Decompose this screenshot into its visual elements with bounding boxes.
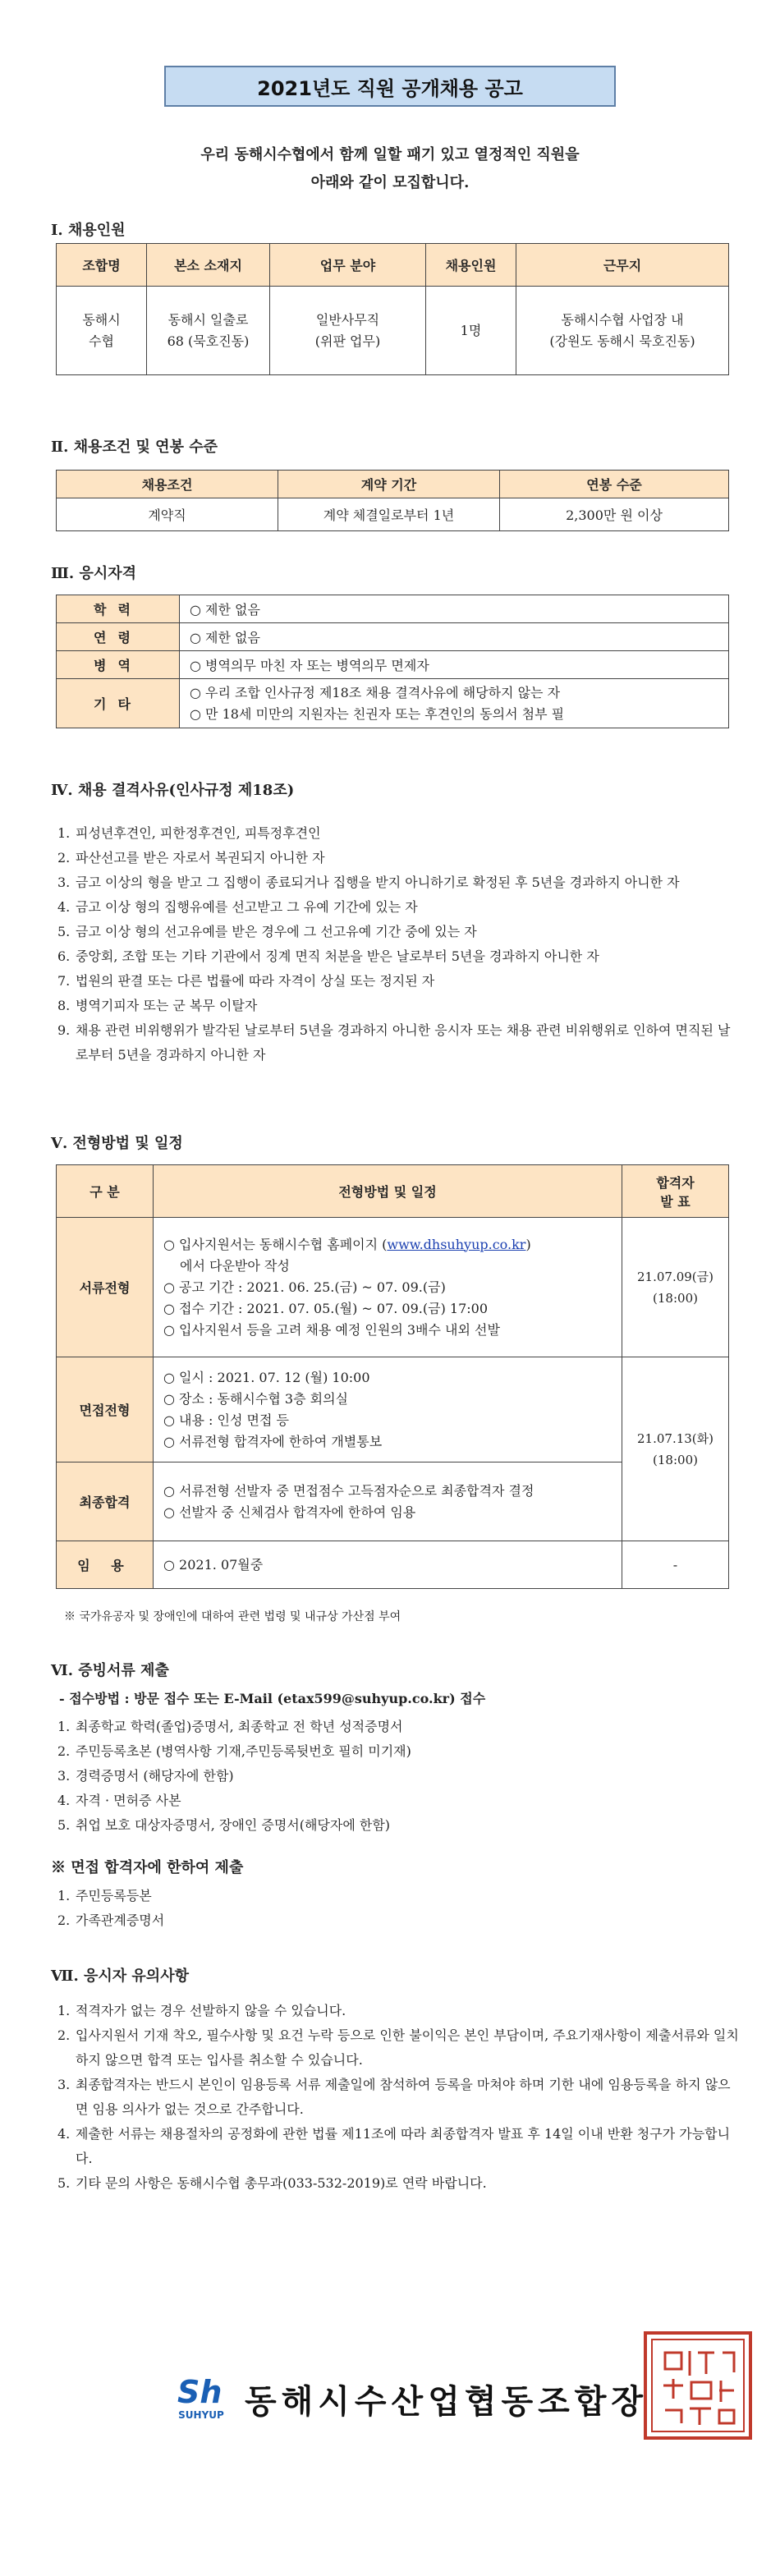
th-condition: 채용조건 bbox=[57, 471, 278, 498]
cell-condition: 계약직 bbox=[57, 498, 278, 531]
th-workplace: 근무지 bbox=[516, 244, 729, 287]
th-address: 본소 소재지 bbox=[147, 244, 270, 287]
th-period: 계약 기간 bbox=[278, 471, 500, 498]
list-item: 3. 금고 이상의 형을 받고 그 집행이 종료되거나 집행을 받지 아니하기로 확정된 후 5년을 경과하지 아니한 자 bbox=[57, 875, 680, 890]
section-4-heading: Ⅳ. 채용 결격사유(인사규정 제18조) bbox=[51, 782, 295, 799]
bonus-note: ※ 국가유공자 및 장애인에 대하여 관련 법령 및 내규상 가산점 부여 bbox=[64, 1610, 401, 1623]
th-field: 업무 분야 bbox=[270, 244, 426, 287]
footer-logo bbox=[172, 2373, 648, 2424]
page-title: 2021년도 직원 공개채용 공고 bbox=[164, 66, 616, 107]
section-3-heading: Ⅲ. 응시자격 bbox=[51, 565, 137, 582]
list-item: 5. 취업 보호 대상자증명서, 장애인 증명서(해당자에 한함) bbox=[57, 1817, 391, 1833]
cell-period: 계약 체결일로부터 1년 bbox=[278, 498, 500, 531]
list-item: 4. 금고 이상 형의 집행유예를 선고받고 그 유예 기간에 있는 자 bbox=[57, 899, 418, 915]
notice-list bbox=[57, 1999, 739, 2196]
disqualification-list bbox=[57, 821, 739, 1068]
list-item: 6. 중앙회, 조합 또는 기타 기관에서 징계 면직 처분을 받은 날로부터 5년을 경과하지 아니한 자 bbox=[57, 948, 599, 964]
list-item: 2. 파산선고를 받은 자로서 복권되지 아니한 자 bbox=[57, 850, 325, 866]
cell-union: 동해시 수협 bbox=[57, 287, 147, 375]
submission-method: - 접수방법 : 방문 접수 또는 E-Mail (etax599@suhyup.co.kr) 접수 bbox=[59, 1691, 486, 1706]
list-item: 5. 금고 이상 형의 선고유예를 받은 경우에 그 선고유예 기간 중에 있는 자 bbox=[57, 924, 477, 939]
list-item: 1. 적격자가 없는 경우 선발하지 않을 수 있습니다. bbox=[57, 2003, 346, 2018]
method-final: ○ 서류전형 선발자 중 면접점수 고득점자순으로 최종합격자 결정 ○ 선발자 중 신체검사 합격자에 한하여 임용 bbox=[154, 1462, 622, 1541]
th-union: 조합명 bbox=[57, 244, 147, 287]
stage-document: 서류전형 bbox=[57, 1218, 154, 1357]
svg-text:Sh: Sh bbox=[177, 2374, 223, 2409]
stage-final: 최종합격 bbox=[57, 1462, 154, 1541]
section-5-heading: Ⅴ. 전형방법 및 일정 bbox=[51, 1135, 183, 1152]
list-item: 5. 기타 문의 사항은 동해시수협 총무과(033-532-2019)로 연락 바랍니다. bbox=[57, 2175, 487, 2191]
cell-salary: 2,300만 원 이상 bbox=[500, 498, 729, 531]
value-military: ○ 병역의무 마친 자 또는 병역의무 면제자 bbox=[180, 651, 729, 679]
conditions-table bbox=[56, 470, 729, 531]
qualification-table bbox=[56, 595, 729, 728]
section-1-heading: Ⅰ. 채용인원 bbox=[51, 222, 126, 239]
value-etc: ○ 우리 조합 인사규정 제18조 채용 결격사유에 해당하지 않는 자 ○ 만 18세 미만의 지원자는 친권자 또는 후견인의 동의서 첨부 필 bbox=[180, 679, 729, 728]
value-age: ○ 제한 없음 bbox=[180, 623, 729, 651]
hiring-count-table bbox=[56, 243, 729, 375]
label-etc: 기타 bbox=[57, 679, 180, 728]
method-appointment: ○ 2021. 07월중 bbox=[154, 1541, 622, 1589]
label-age: 연령 bbox=[57, 623, 180, 651]
interview-docs-heading: ※ 면접 합격자에 한하여 제출 bbox=[51, 1859, 244, 1876]
list-item: 3. 최종합격자는 반드시 본인이 임용등록 서류 제출일에 참석하여 등록을 마쳐야 하며 기한 내에 임용등록을 하지 않으면 임용 의사가 없는 것으로 간주합니다. bbox=[57, 2077, 731, 2117]
date-appointment: - bbox=[622, 1541, 729, 1589]
list-item: 2. 가족관계증명서 bbox=[57, 1912, 165, 1928]
intro-line-1: 우리 동해시수협에서 함께 일할 패기 있고 열정적인 직원을 bbox=[200, 146, 580, 163]
section-6-heading: Ⅵ. 증빙서류 제출 bbox=[51, 1662, 169, 1679]
stage-interview: 면접전형 bbox=[57, 1357, 154, 1462]
section-7-heading: Ⅶ. 응시자 유의사항 bbox=[51, 1968, 189, 1985]
list-item: 1. 주민등록등본 bbox=[57, 1888, 152, 1903]
list-item: 2. 입사지원서 기재 착오, 필수사항 및 요건 누락 등으로 인한 불이익은 본인 부담이며, 주요기재사항이 제출서류와 일치하지 않으면 합격 또는 입사를 취소할 수 있습니다. bbox=[57, 2027, 739, 2068]
official-seal-icon bbox=[640, 2328, 755, 2443]
method-interview: ○ 일시 : 2021. 07. 12 (월) 10:00 ○ 장소 : 동해시수협 3층 회의실 ○ 내용 : 인성 면접 등 ○ 서류전형 합격자에 한하여 개별통보 bbox=[154, 1357, 622, 1462]
schedule-table bbox=[56, 1164, 729, 1589]
documents-list bbox=[57, 1715, 739, 1838]
list-item: 4. 자격 · 면허증 사본 bbox=[57, 1793, 181, 1808]
suhyup-logo-icon: Sh SUHYUP bbox=[177, 2374, 224, 2421]
list-item: 4. 제출한 서류는 채용절차의 공정화에 관한 법률 제11조에 따라 최종합격자 발표 후 14일 이내 반환 청구가 가능합니다. bbox=[57, 2126, 731, 2166]
th-stage: 구 분 bbox=[57, 1165, 154, 1218]
label-military: 병역 bbox=[57, 651, 180, 679]
organization-name: 동해시수산업협동조합장 bbox=[245, 2382, 649, 2421]
list-item: 2. 주민등록초본 (병역사항 기재,주민등록뒷번호 필히 미기재) bbox=[57, 1743, 411, 1759]
method-document: ○ 입사지원서는 동해시수협 홈페이지 (www.dhsuhyup.co.kr) 에서 다운받아 작성 ○ 공고 기간 : 2021. 06. 25.(금) ~ 07. 09.(금) ○ 접수 기간 : 2021. 07. 05.(월) ~ 07. 09.(금) 17:00 ○ 입사지원서 등을 고려 채용 예정 인원의 3배수 내외 선발 bbox=[154, 1218, 622, 1357]
list-item: 9. 채용 관련 비위행위가 발각된 날로부터 5년을 경과하지 아니한 응시자 또는 채용 관련 비위행위로 인하여 면직된 날로부터 5년을 경과하지 아니한 자 bbox=[57, 1022, 731, 1063]
stage-appointment: 임 용 bbox=[57, 1541, 154, 1589]
date-document: 21.07.09(금) (18:00) bbox=[622, 1218, 729, 1357]
list-item: 7. 법원의 판결 또는 다른 법률에 따라 자격이 상실 또는 정지된 자 bbox=[57, 973, 435, 989]
list-item: 1. 최종학교 학력(졸업)증명서, 최종학교 전 학년 성적증명서 bbox=[57, 1719, 403, 1734]
intro-line-2: 아래와 같이 모집합니다. bbox=[310, 174, 470, 191]
section-2-heading: Ⅱ. 채용조건 및 연봉 수준 bbox=[51, 439, 218, 456]
th-count: 채용인원 bbox=[426, 244, 516, 287]
list-item: 1. 피성년후견인, 피한정후견인, 피특정후견인 bbox=[57, 825, 321, 841]
date-interview: 21.07.13(화) (18:00) bbox=[622, 1357, 729, 1541]
interview-docs-list bbox=[57, 1884, 739, 1933]
label-education: 학력 bbox=[57, 595, 180, 623]
homepage-link[interactable]: www.dhsuhyup.co.kr bbox=[387, 1236, 526, 1252]
cell-workplace: 동해시수협 사업장 내 (강원도 동해시 묵호진동) bbox=[516, 287, 729, 375]
cell-address: 동해시 일출로 68 (묵호진동) bbox=[147, 287, 270, 375]
cell-count: 1명 bbox=[426, 287, 516, 375]
th-salary: 연봉 수준 bbox=[500, 471, 729, 498]
list-item: 3. 경력증명서 (해당자에 한함) bbox=[57, 1768, 234, 1784]
cell-field: 일반사무직 (위판 업무) bbox=[270, 287, 426, 375]
th-method: 전형방법 및 일정 bbox=[154, 1165, 622, 1218]
list-item: 8. 병역기피자 또는 군 복무 이탈자 bbox=[57, 998, 258, 1013]
value-education: ○ 제한 없음 bbox=[180, 595, 729, 623]
th-announce: 합격자 발 표 bbox=[622, 1165, 729, 1218]
